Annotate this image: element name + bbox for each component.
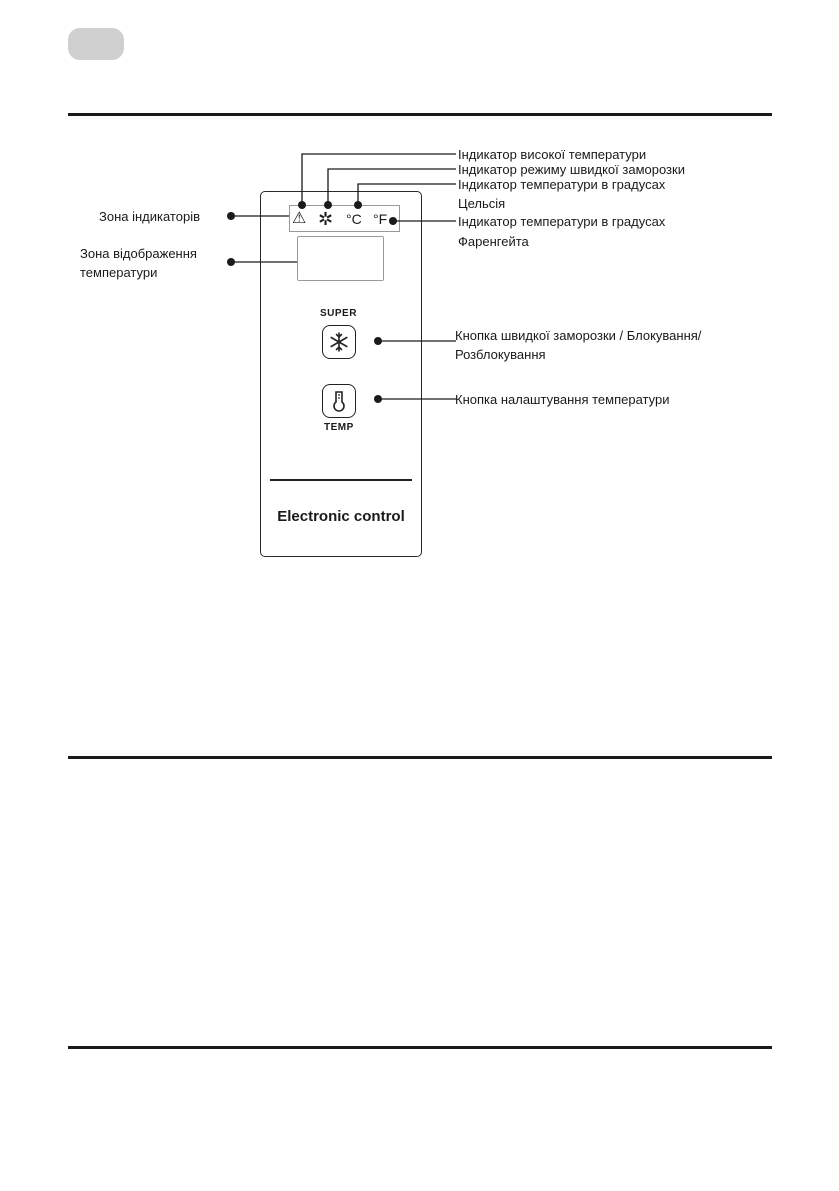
callout-fahrenheit-line2: Фаренгейта bbox=[458, 234, 529, 249]
callout-indicator-zone: Зона індикаторів bbox=[99, 209, 200, 224]
temp-label: TEMP bbox=[324, 422, 354, 433]
callout-display-zone-line1: Зона відображення bbox=[80, 246, 197, 261]
callout-super-button-line2: Розблокування bbox=[455, 347, 546, 362]
callout-celsius-line1: Індикатор температури в градусах bbox=[458, 177, 666, 192]
middle-divider bbox=[68, 756, 772, 759]
fahrenheit-indicator: °F bbox=[373, 211, 388, 227]
snowflake-indicator-icon: ✲ bbox=[318, 209, 334, 229]
callout-high-temp: Індикатор високої температури bbox=[458, 147, 647, 162]
callout-temp-button: Кнопка налаштування температури bbox=[455, 392, 670, 407]
warning-icon: ⚠ bbox=[292, 210, 307, 227]
callout-quick-freeze: Індикатор режиму швидкої заморозки bbox=[458, 162, 685, 177]
callout-celsius-line2: Цельсія bbox=[458, 196, 506, 211]
callout-super-button-line1: Кнопка швидкої заморозки / Блокування/ bbox=[455, 328, 702, 343]
super-label: SUPER bbox=[320, 308, 357, 319]
bottom-divider bbox=[68, 1046, 772, 1049]
celsius-indicator: °C bbox=[346, 211, 362, 227]
callout-display-zone-line2: температури bbox=[80, 265, 158, 280]
panel-caption: Electronic control bbox=[277, 508, 405, 525]
callout-fahrenheit-line1: Індикатор температури в градусах bbox=[458, 214, 666, 229]
